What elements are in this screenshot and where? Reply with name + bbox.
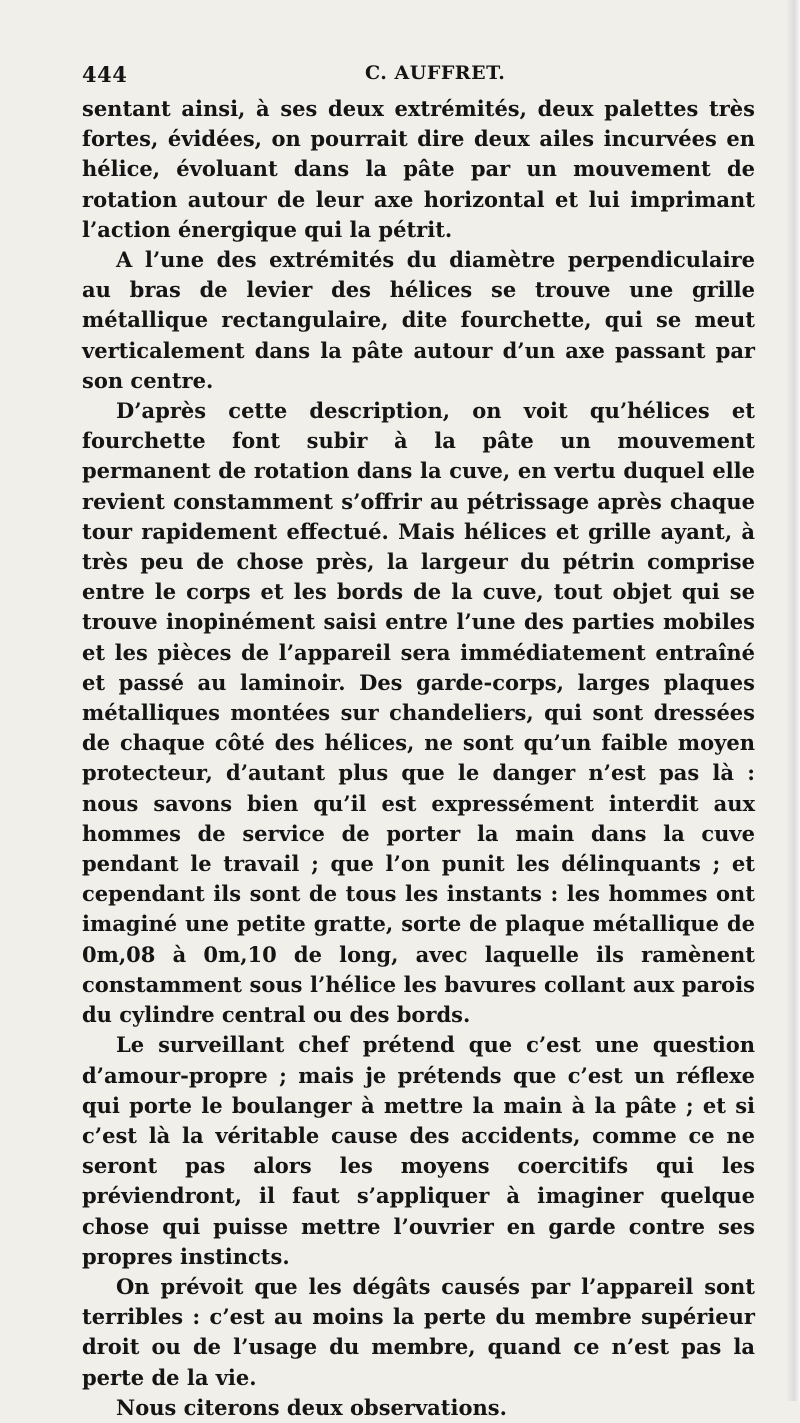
- paragraph-2: A l’une des extrémités du diamètre perpendiculaire au bras de levier des hélices se trouve une grille métallique rectangulaire, dite fourchette, qui se meut verticalement dans la pâte autour d’un axe passant par son centre.: [82, 247, 755, 393]
- page-header: [82, 62, 752, 92]
- paragraph-4: Le surveillant chef prétend que c’est une question d’amour-propre ; mais je prétends que c’est un réflexe qui porte le boulanger à mettre la main à la pâte ; et si c’est là la véritable cause des accidents, comme ce ne seront pas alors les moyens coercitifs qui les préviendront, il faut s’appliquer à imaginer quelque chose qui puisse mettre l’ouvrier en garde contre ses propres instincts.: [82, 1032, 755, 1269]
- page-edge: [786, 0, 800, 1401]
- paragraph-6: Nous citerons deux observations.: [116, 1394, 507, 1420]
- body-text: [82, 94, 755, 1423]
- paragraph-3: D’après cette description, on voit qu’hélices et fourchette font subir à la pâte un mouvement permanent de rotation dans la cuve, en vertu duquel elle revient constamment s’offrir au pétrissage après chaque tour rapidement effectué. Mais hélices et grille ayant, à très peu de chose près, la largeur du pétrin comprise entre le corps et les bords de la cuve, tout objet qui se trouve inopinément saisi entre l’une des parties mobiles et les pièces de l’appareil sera immédiatement entraîné et passé au laminoir. Des garde-corps, larges plaques métalliques montées sur chandeliers, qui sont dressées de chaque côté des hélices, ne sont qu’un faible moyen protecteur, d’autant plus que le danger n’est pas là : nous savons bien qu’il est expressément interdit aux hommes de service de porter la main dans la cuve pendant le travail ; que l’on punit les délinquants ; et cependant ils sont de tous les instants : les hommes ont imaginé une petite gratte, sorte de plaque métallique de 0m,08 à 0m,10 de long, avec laquelle ils ramènent constamment sous l’hélice les bavures collant aux parois du cylindre central ou des bords.: [82, 398, 755, 1028]
- page-number: 444: [82, 62, 128, 87]
- paragraph-1: sentant ainsi, à ses deux extrémités, deux palettes très fortes, évidées, on pourrait dire deux ailes incurvées en hélice, évoluant dans la pâte par un mouvement de rotation autour de leur axe horizontal et lui imprimant l’action énergique qui la pétrit.: [82, 96, 755, 242]
- paragraph-5: On prévoit que les dégâts causés par l’appareil sont terribles : c’est au moins la perte du membre supérieur droit ou de l’usage du membre, quand ce n’est pas la perte de la vie.: [82, 1273, 755, 1390]
- running-head: C. AUFFRET.: [365, 62, 506, 84]
